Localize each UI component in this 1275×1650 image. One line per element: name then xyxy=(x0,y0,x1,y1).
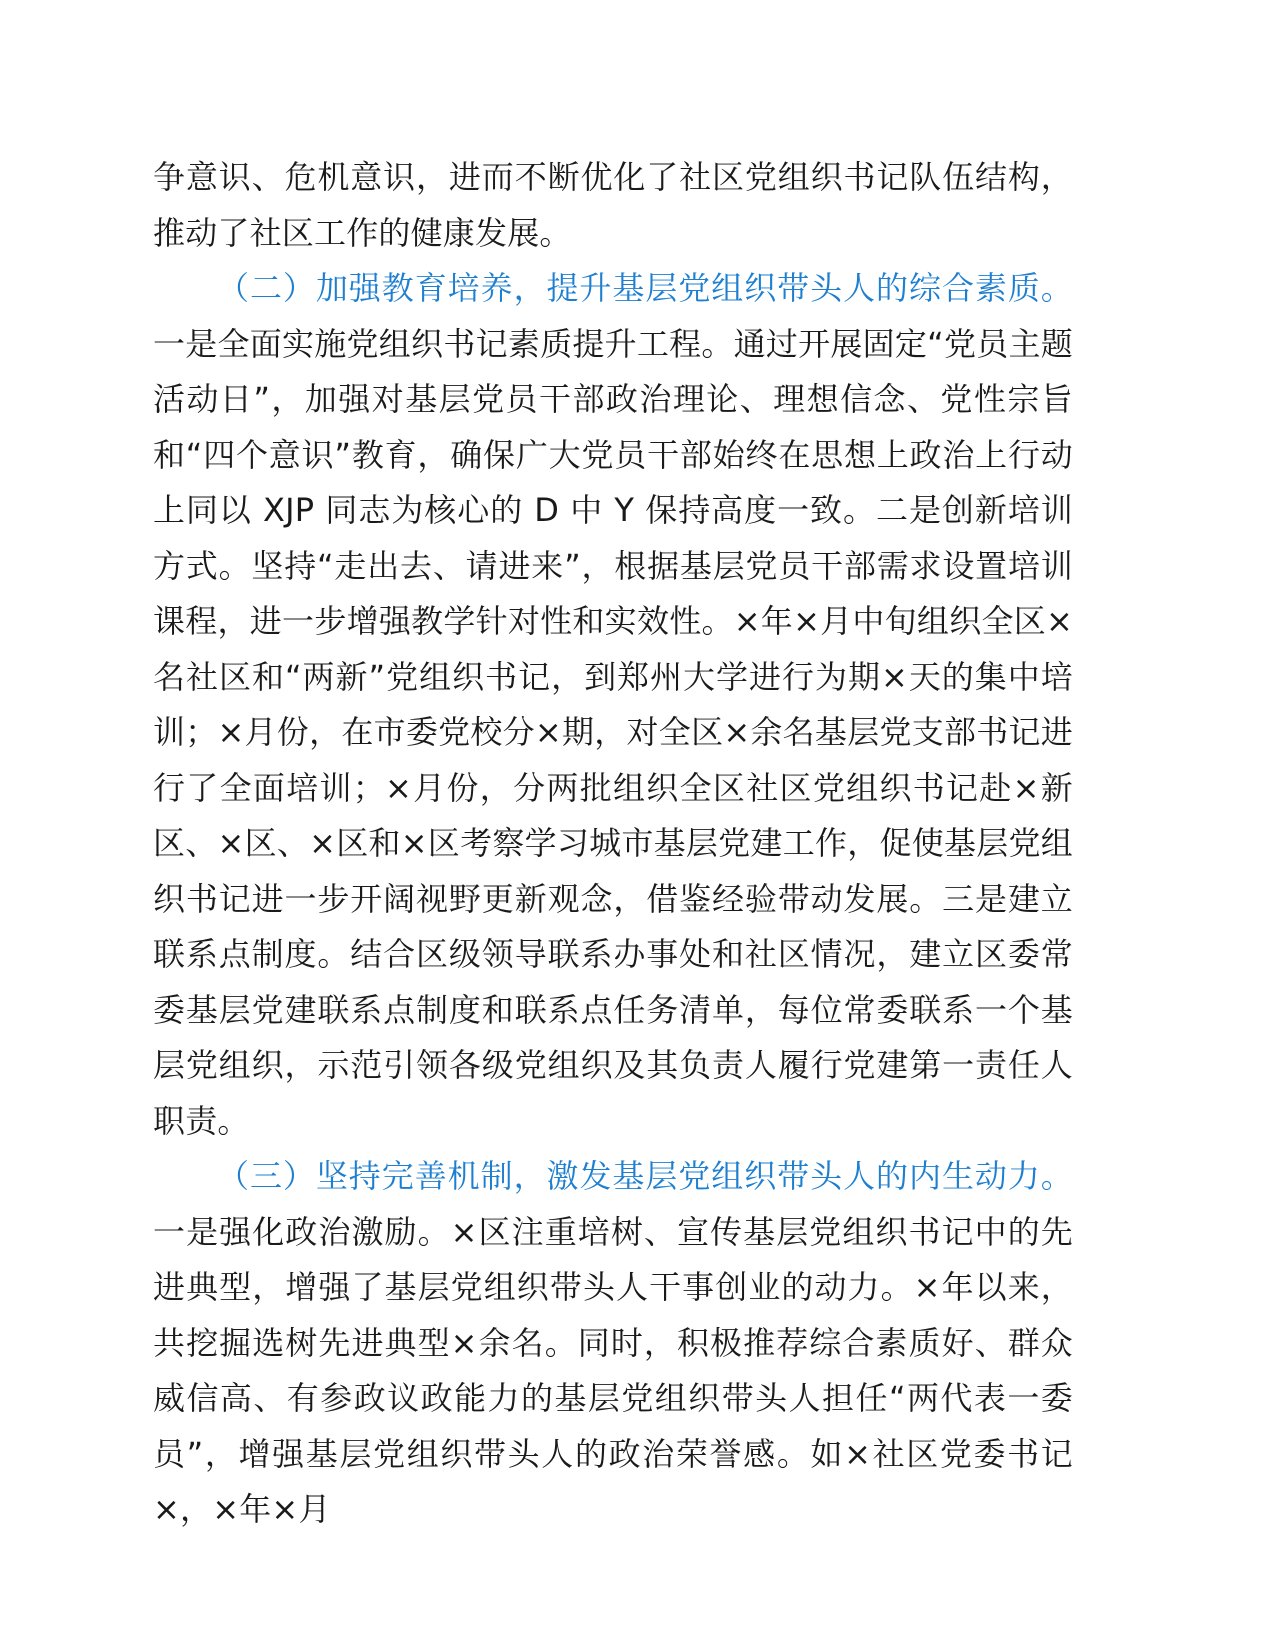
paragraph-section-3 xyxy=(153,1149,1073,1538)
section-heading-2: （二）加强教育培养，提升基层党组织带头人的综合素质。 xyxy=(217,269,1073,307)
document-body xyxy=(153,150,1073,1538)
paragraph-continuation xyxy=(153,150,1073,261)
section-body-2: 一是全面实施党组织书记素质提升工程。通过开展固定“党员主题活动日”，加强对基层党员干部政治理论、理想信念、党性宗旨和“四个意识”教育，确保广大党员干部始终在思想上政治上行动上同以 XJP 同志为核心的 D 中 Y 保持高度一致。二是创新培训方式。坚持“走出去、请进来”，根据基层党员干部需求设置培训课程，进一步增强教学针对性和实效性。×年×月中旬组织全区×名社区和“两新”党组织书记，到郑州大学进行为期×天的集中培训；×月份，在市委党校分×期，对全区×余名基层党支部书记进行了全面培训；×月份，分两批组织全区社区党组织书记赴×新区、×区、×区和×区考察学习城市基层党建工作，促使基层党组织书记进一步开阔视野更新观念，借鉴经验带动发展。三是建立联系点制度。结合区级领导联系办事处和社区情况，建立区委常委基层党建联系点制度和联系点任务清单，每位常委联系一个基层党组织，示范引领各级党组织及其负责人履行党建第一责任人职责。 xyxy=(153,324,1073,1140)
paragraph-section-2 xyxy=(153,261,1073,1149)
paragraph-text: 争意识、危机意识，进而不断优化了社区党组织书记队伍结构，推动了社区工作的健康发展。 xyxy=(153,158,1073,252)
section-heading-3: （三）坚持完善机制，激发基层党组织带头人的内生动力。 xyxy=(217,1157,1073,1195)
section-body-3: 一是强化政治激励。×区注重培树、宣传基层党组织书记中的先进典型，增强了基层党组织带头人干事创业的动力。×年以来，共挖掘选树先进典型×余名。同时，积极推荐综合素质好、群众威信高、有参政议政能力的基层党组织带头人担任“两代表一委员”，增强基层党组织带头人的政治荣誉感。如×社区党委书记×，×年×月 xyxy=(153,1212,1073,1528)
